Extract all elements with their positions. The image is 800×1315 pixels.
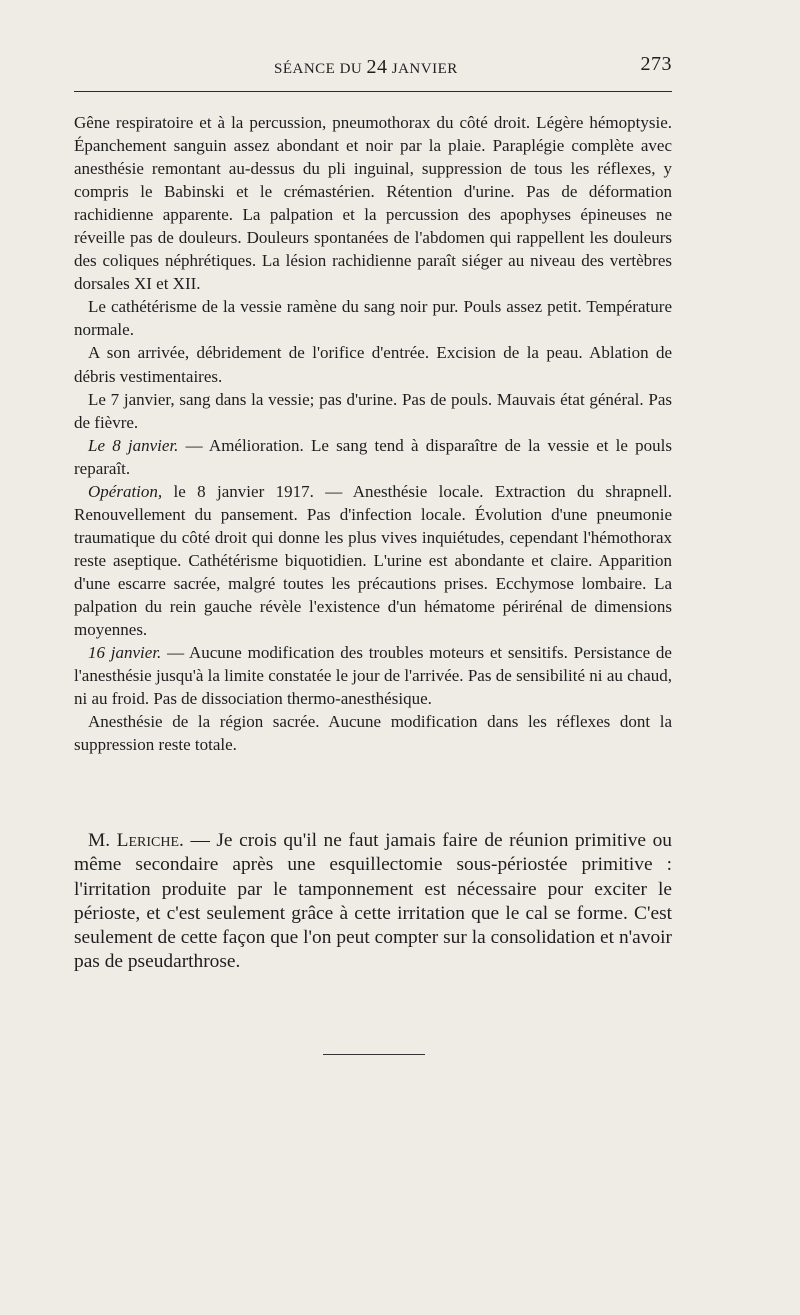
date-label: Le 8 janvier. bbox=[88, 435, 179, 455]
section-end-rule bbox=[323, 1054, 425, 1055]
header-rule bbox=[74, 91, 672, 92]
case-paragraph: Le cathétérisme de la vessie ramène du sang noir pur. Pouls assez petit. Température normale. bbox=[74, 297, 672, 340]
case-paragraph-text: — Amélioration. Le sang tend à disparaître de la vessie et le pouls reparaît. bbox=[74, 435, 672, 478]
case-paragraph-text: le 8 janvier 1917. — Anesthésie locale. Extraction du shrapnell. Renouvellement du pansement. Pas d'infection locale. Évolution d'une pneumonie traumatique du côté droit qui donne les plus vives inquiétudes, cependant l'hémothorax reste aseptique. Cathétérisme biquotidien. L'urine est abondante et claire. Apparition d'une escarre sacrée, malgré toutes les précautions prises. Ecchymose lombaire. La palpation du rein gauche révèle l'existence d'un hématome périrénal de dimensions moyennes. bbox=[74, 481, 672, 640]
speaker-name: M. Leriche. bbox=[88, 830, 184, 851]
page-number: 273 bbox=[640, 53, 672, 75]
case-paragraph bbox=[74, 480, 672, 641]
case-paragraph bbox=[74, 641, 672, 710]
running-title-number: 24 bbox=[366, 56, 388, 78]
running-title bbox=[274, 56, 458, 79]
date-label: 16 janvier. bbox=[88, 643, 162, 663]
running-title-prefix: SÉANCE DU bbox=[274, 61, 363, 77]
intervention-text: — Je crois qu'il ne faut jamais faire de réunion primitive ou même secondaire après une esquillectomie sous-périostée primitive : l'irritation produite par le tamponnement est nécessaire pour exciter le périoste, et c'est seulement grâce à cette irritation que le cal se forme. C'est seulement de cette façon que l'on peut compter sur la consolidation et n'avoir pas de pseudarthrose. bbox=[74, 830, 672, 973]
running-title-suffix: JANVIER bbox=[391, 61, 458, 77]
intervention-paragraph bbox=[74, 829, 672, 975]
intervention bbox=[74, 829, 672, 975]
case-paragraph-text: — Aucune modification des troubles moteurs et sensitifs. Persistance de l'anesthésie jusqu'à la limite constatée le jour de l'arrivée. Pas de sensibilité ni au chaud, ni au froid. Pas de dissociation thermo-anesthésique. bbox=[74, 643, 672, 709]
case-paragraph: Le 7 janvier, sang dans la vessie; pas d'urine. Pas de pouls. Mauvais état général. Pas de fièvre. bbox=[74, 389, 672, 432]
date-label: Opération, bbox=[88, 481, 163, 501]
case-paragraph bbox=[74, 434, 672, 480]
case-paragraph: Gêne respiratoire et à la percussion, pneumothorax du côté droit. Légère hémoptysie. Épanchement sanguin assez abondant et noir par la plaie. Paraplégie complète avec anesthésie remontant au-dessus du pli inguinal, suppression de tous les réflexes, y compris le Babinski et le crémastérien. Rétention d'urine. Pas de déformation rachidienne apparente. La palpation et la percussion des apophyses épineuses ne réveille pas de douleurs. Douleurs spontanées de l'abdomen qui rappellent les douleurs des coliques néphrétiques. La lésion rachidienne paraît siéger au niveau des vertèbres dorsales XI et XII. bbox=[74, 113, 672, 294]
case-paragraph: A son arrivée, débridement de l'orifice d'entrée. Excision de la peau. Ablation de débris vestimentaires. bbox=[74, 343, 672, 386]
case-notes bbox=[74, 111, 672, 756]
case-paragraph: Anesthésie de la région sacrée. Aucune modification dans les réflexes dont la suppression reste totale. bbox=[74, 712, 672, 755]
